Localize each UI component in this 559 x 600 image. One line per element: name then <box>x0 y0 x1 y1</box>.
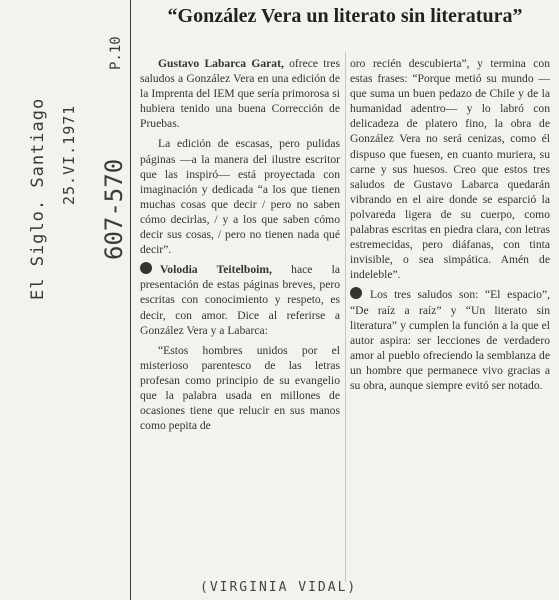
handwritten-footnote: (VIRGINIA VIDAL) <box>200 580 358 595</box>
handwritten-source: El Siglo. Santiago <box>28 97 48 300</box>
article-column-right <box>350 56 550 398</box>
paragraph-text: Los tres saludos son: “El espacio”, “De raíz a raíz” y “Un literato sin literatura” y cumplen la función a la que el autor aspira: ser lecciones de verdadero amor al pueblo ofreciendo la semblanza de un hombre que permanece vivo gracias a su obra, aunque siempre evitó ser notado. <box>350 288 550 392</box>
paragraph: oro recién descubierta”, y termina con estas frases: “Porque metió su mundo —que suma un buen pedazo de Chile y de la humanidad adentro— y lo labró con delicadeza de platero fino, la obra de González Vera no será cenizas, como él dispuso que fuesen, en cuanto muriera, su carne y sus huesos. Creo que estos tres saludos de Gustavo Labarca quedarán vibrando en el aire donde se esparció la polvareda ligera de su cuerpo, como palabras escritas en piedra clara, con letras estremecidas, pero diáfanas, con tinta invisible, o sea simpática. Amén de indeleble”. <box>350 57 550 282</box>
paragraph <box>140 262 340 337</box>
handwritten-date: 25.VI.1971 <box>60 104 78 205</box>
author-name: Gustavo Labarca Garat, <box>158 57 284 70</box>
handwritten-page: P.10 <box>108 36 124 70</box>
paragraph-text: ofrece tres saludos a González Vera en una edición de la Imprenta del IEM que sería primorosa si hubiera tenido una buena Corrección de Pruebas. <box>140 57 340 131</box>
author-name: Volodia Teitelboim, <box>160 263 272 277</box>
article-title: “González Vera un literato sin literatura” <box>167 5 523 27</box>
bullet-icon <box>140 262 152 274</box>
paragraph-text: hace la presentación de estas páginas breves, pero escritas con conocimiento y respeto, es decir, con amor. Dice al referirse a González Vera y a Labarca: <box>140 263 340 337</box>
handwritten-margin <box>0 0 131 600</box>
paragraph <box>350 287 550 393</box>
column-divider <box>345 52 346 582</box>
handwritten-number: 607-570 <box>100 158 128 260</box>
bullet-icon <box>350 287 362 299</box>
paragraph: “Estos hombres unidos por el misterioso parentesco de las letras profesan como principio de su evangelio que la palabra usada en millones de ocasiones tiene que relucir en sus manos como pepita de <box>140 343 340 433</box>
paragraph <box>140 56 340 131</box>
paragraph: La edición de escasas, pero pulidas páginas —a la manera del ilustre escritor que las inspiró— está proyectada con imaginación y dedicada “a los que tienen muchas cosas que decir / pero no saben cómo decirlas, / y a los que saben cómo decir sus cosas, / pero no tienen nada qué decir”. <box>140 137 340 257</box>
article-column-left <box>140 56 340 438</box>
